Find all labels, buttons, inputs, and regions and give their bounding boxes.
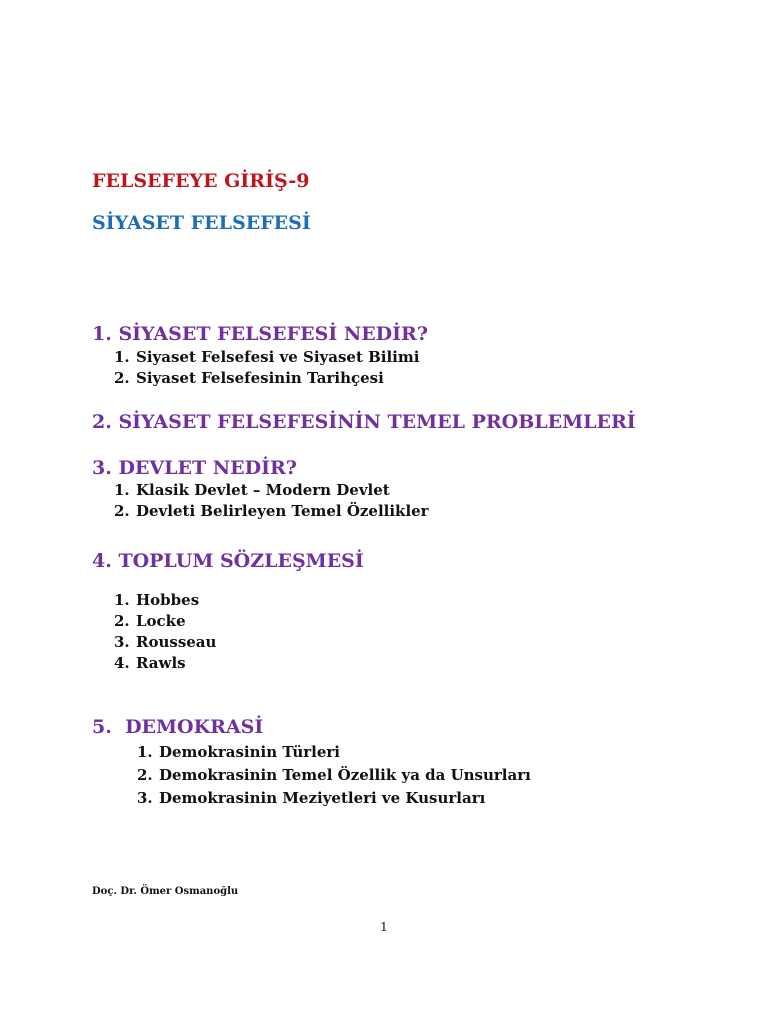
section-items: [114, 480, 429, 522]
item-text: Demokrasinin Meziyetleri ve Kusurları: [159, 789, 486, 807]
list-item: [137, 764, 531, 787]
item-text: Demokrasinin Türleri: [159, 743, 340, 761]
section-items: [137, 741, 531, 810]
section-heading: 2. SİYASET FELSEFESİNİN TEMEL PROBLEMLERİ: [92, 411, 636, 433]
section-heading: 1. SİYASET FELSEFESİ NEDİR?: [92, 323, 428, 345]
section-5: [92, 715, 531, 810]
item-number: 4.: [114, 654, 130, 672]
item-number: 2.: [114, 369, 130, 387]
section-3: [92, 456, 429, 522]
item-number: 2.: [114, 502, 130, 520]
list-item: [137, 787, 531, 810]
section-heading: 5. DEMOKRASİ: [92, 716, 264, 738]
list-item: [114, 653, 364, 674]
section-items: [114, 590, 364, 674]
item-number: 1.: [114, 591, 130, 609]
item-text: Siyaset Felsefesinin Tarihçesi: [136, 369, 384, 387]
list-item: [114, 368, 428, 389]
item-number: 1.: [114, 481, 130, 499]
item-text: Locke: [136, 612, 186, 630]
list-item: [114, 480, 429, 501]
item-text: Rousseau: [136, 633, 217, 651]
item-number: 3.: [137, 789, 153, 807]
section-4: [92, 549, 364, 674]
list-item: [114, 611, 364, 632]
section-2: [92, 410, 636, 434]
item-number: 2.: [114, 612, 130, 630]
list-item: [137, 741, 531, 764]
section-heading: 4. TOPLUM SÖZLEŞMESİ: [92, 550, 364, 572]
list-item: [114, 347, 428, 368]
item-text: Demokrasinin Temel Özellik ya da Unsurları: [159, 766, 531, 784]
item-text: Klasik Devlet – Modern Devlet: [136, 481, 390, 499]
list-item: [114, 632, 364, 653]
item-number: 2.: [137, 766, 153, 784]
list-item: [114, 501, 429, 522]
section-heading: 3. DEVLET NEDİR?: [92, 457, 297, 479]
page-number: 1: [380, 920, 388, 934]
item-number: 1.: [114, 348, 130, 366]
item-text: Devleti Belirleyen Temel Özellikler: [136, 502, 429, 520]
item-text: Siyaset Felsefesi ve Siyaset Bilimi: [136, 348, 420, 366]
document-subtitle: SİYASET FELSEFESİ: [92, 212, 311, 234]
item-number: 1.: [137, 743, 153, 761]
document-title: FELSEFEYE GİRİŞ-9: [92, 170, 310, 192]
item-text: Rawls: [136, 654, 186, 672]
section-1: [92, 322, 428, 389]
author-name: Doç. Dr. Ömer Osmanoğlu: [92, 886, 239, 897]
list-item: [114, 590, 364, 611]
item-text: Hobbes: [136, 591, 200, 609]
section-items: [114, 347, 428, 389]
item-number: 3.: [114, 633, 130, 651]
